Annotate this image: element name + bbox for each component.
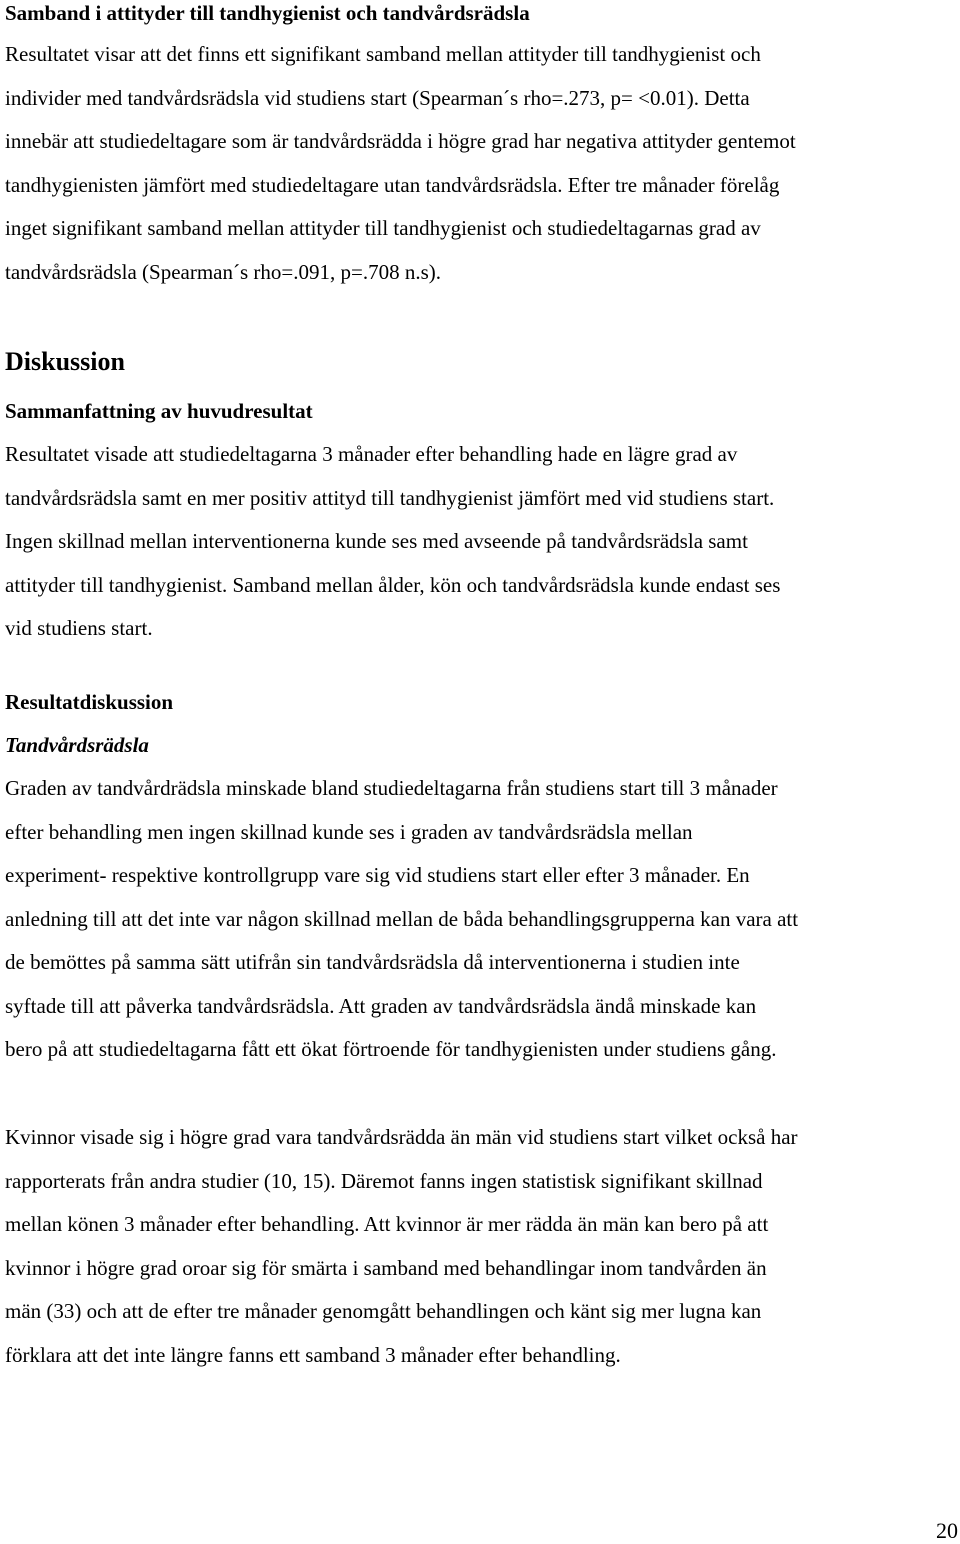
page-number: 20 bbox=[936, 1518, 958, 1543]
paragraph-line: anledning till att det inte var någon skillnad mellan de båda behandlingsgrupperna kan vara att bbox=[5, 906, 799, 931]
paragraph-line: vid studiens start. bbox=[5, 616, 153, 640]
paragraph-line: Kvinnor visade sig i högre grad vara tandvårdsrädda än män vid studiens start vilket också har bbox=[5, 1125, 798, 1149]
paragraph-line: experiment- respektive kontrollgrupp vare sig vid studiens start eller efter 3 månader. En bbox=[5, 863, 750, 887]
paragraph-line: Ingen skillnad mellan interventionerna kunde ses med avseende på tandvårdsrädsla samt bbox=[5, 529, 748, 553]
paragraph-kvinnor bbox=[5, 1116, 798, 1377]
paragraph-line: individer med tandvårdsrädsla vid studiens start (Spearman´s rho=.273, p= <0.01). Detta bbox=[5, 85, 750, 110]
paragraph-line: män (33) och att de efter tre månader genomgått behandlingen och känt sig mer lugna kan bbox=[5, 1299, 762, 1323]
paragraph-line: attityder till tandhygienist. Samband mellan ålder, kön och tandvårdsrädsla kunde endast ses bbox=[5, 572, 781, 597]
paragraph-line: rapporterats från andra studier (10, 15). Däremot fanns ingen statistisk signifikant skillnad bbox=[5, 1168, 763, 1193]
paragraph-line: förklara att det inte längre fanns ett samband 3 månader efter behandling. bbox=[5, 1342, 621, 1367]
paragraph-line: kvinnor i högre grad oroar sig för smärta i samband med behandlingar inom tandvården än bbox=[5, 1255, 767, 1280]
paragraph-line: syftade till att påverka tandvårdsrädsla. Att graden av tandvårdsrädsla ändå minskade kan bbox=[5, 993, 757, 1018]
paragraph-samband bbox=[5, 33, 796, 294]
section-heading-resultatdiskussion: Resultatdiskussion bbox=[5, 690, 174, 714]
paragraph-line: bero på att studiedeltagarna fått ett ökat förtroende för tandhygienisten under studiens gång. bbox=[5, 1037, 777, 1061]
paragraph-line: Resultatet visar att det finns ett signifikant samband mellan attityder till tandhygienist och bbox=[5, 42, 761, 66]
paragraph-line: mellan könen 3 månader efter behandling. Att kvinnor är mer rädda än män kan bero på att bbox=[5, 1212, 769, 1236]
paragraph-line: tandvårdsrädsla (Spearman´s rho=.091, p=.708 n.s). bbox=[5, 259, 442, 284]
paragraph-line: Resultatet visade att studiedeltagarna 3 månader efter behandling hade en lägre grad av bbox=[5, 442, 738, 466]
subsection-heading-tandvardsradsla: Tandvårdsrädsla bbox=[5, 733, 149, 757]
paragraph-line: tandvårdsrädsla samt en mer positiv attityd till tandhygienist jämfört med vid studiens start. bbox=[5, 485, 775, 510]
paragraph-sammanfattning bbox=[5, 433, 780, 651]
paragraph-line: Graden av tandvårdrädsla minskade bland studiedeltagarna från studiens start till 3 månader bbox=[5, 776, 778, 800]
section-heading-sammanfattning: Sammanfattning av huvudresultat bbox=[5, 399, 313, 423]
chapter-title: Diskussion bbox=[5, 347, 125, 376]
paragraph-line: de bemöttes på samma sätt utifrån sin tandvårdsrädsla då interventionerna i studien inte bbox=[5, 950, 740, 974]
paragraph-line: tandhygienisten jämfört med studiedeltagare utan tandvårdsrädsla. Efter tre månader förelåg bbox=[5, 172, 780, 197]
paragraph-line: innebär att studiedeltagare som är tandvårdsrädda i högre grad har negativa attityder gentemot bbox=[5, 129, 796, 153]
paragraph-tandvardsradsla bbox=[5, 767, 798, 1072]
section-heading-samband: Samband i attityder till tandhygienist och tandvårdsrädsla bbox=[5, 1, 530, 25]
paragraph-line: inget signifikant samband mellan attityder till tandhygienist och studiedeltagarnas grad av bbox=[5, 216, 761, 240]
paragraph-line: efter behandling men ingen skillnad kunde ses i graden av tandvårdsrädsla mellan bbox=[5, 819, 693, 844]
